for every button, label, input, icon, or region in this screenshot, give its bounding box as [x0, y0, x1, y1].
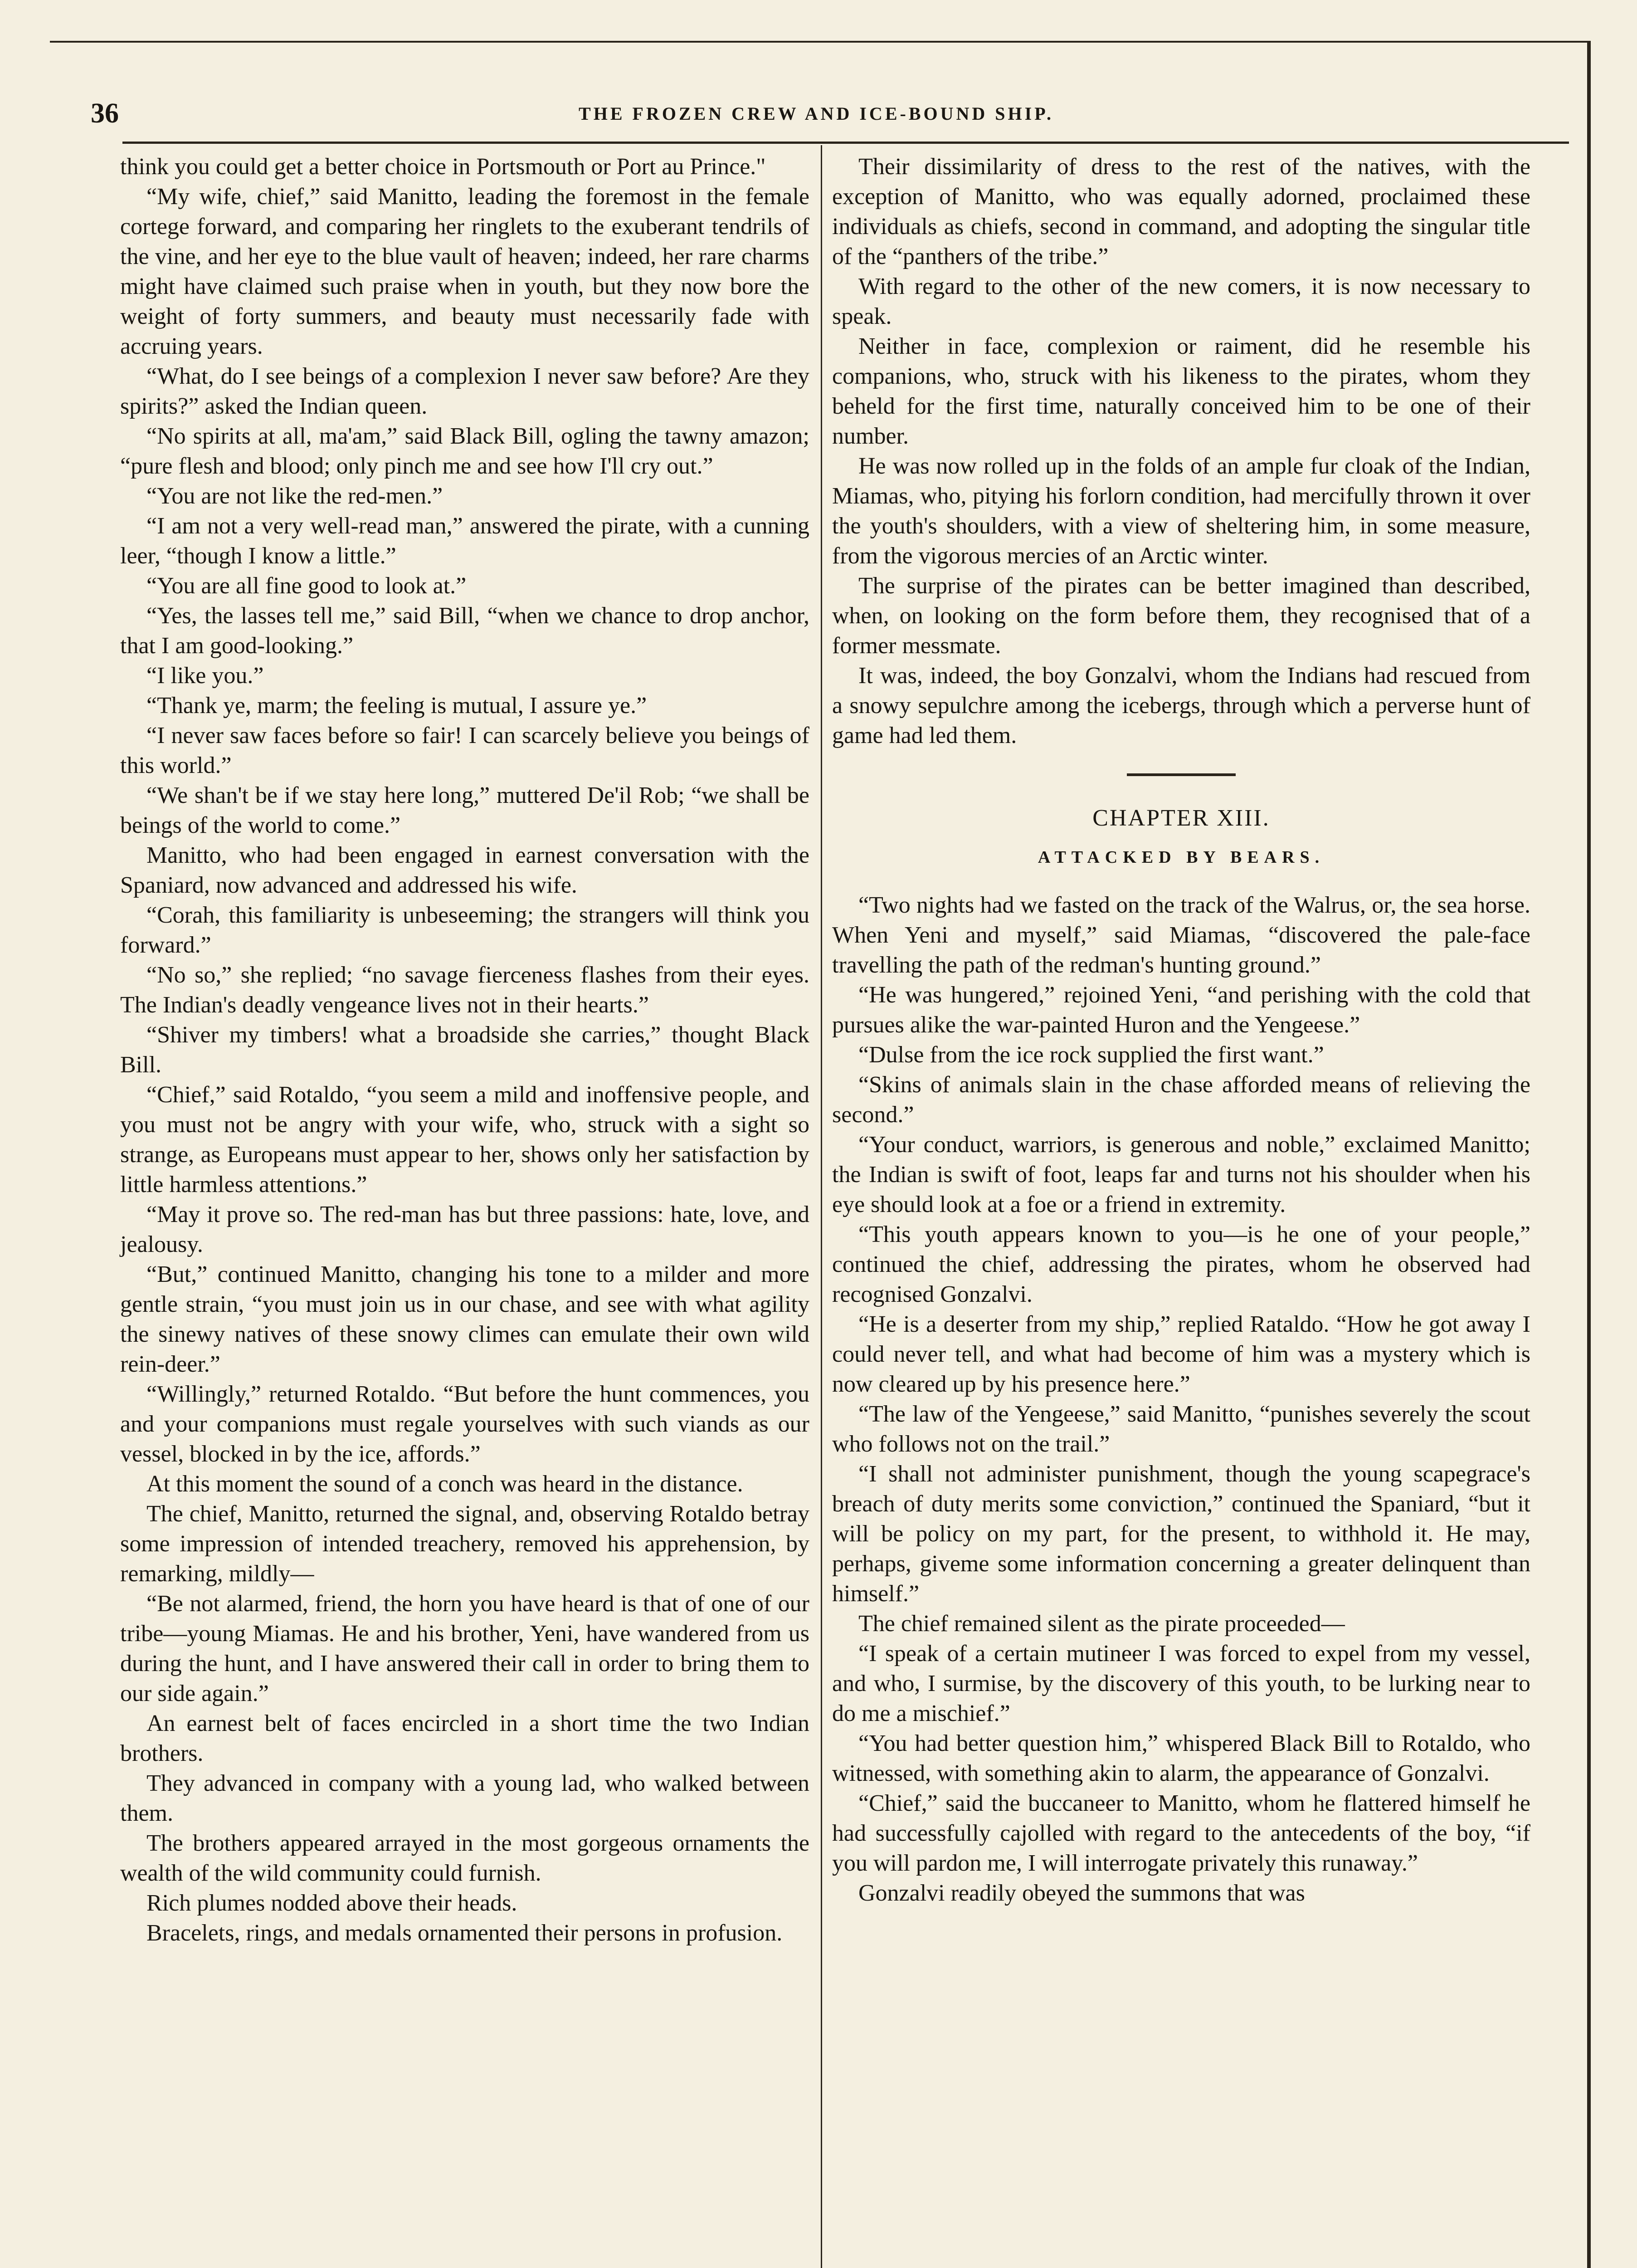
- paragraph: “Yes, the lasses tell me,” said Bill, “when we chance to drop anchor, that I am good-looking.”: [120, 603, 809, 659]
- paragraph: “The law of the Yengeese,” said Manitto, “punishes severely the scout who follows not on the trail.”: [832, 1401, 1530, 1457]
- paragraph: “I never saw faces before so fair! I can scarcely believe you beings of this world.”: [120, 723, 809, 778]
- chapter-subtitle: ATTACKED BY BEARS.: [1038, 848, 1325, 867]
- paragraph: Manitto, who had been engaged in earnest conversation with the Spaniard, now advanced and addressed his wife.: [120, 842, 809, 898]
- paragraph: “But,” continued Manitto, changing his tone to a milder and more gentle strain, “you must join us in our chase, and see with what agility the sinewy natives of these snowy climes can emulate their own wild rein-deer.”: [120, 1261, 809, 1377]
- paragraph: “No so,” she replied; “no savage fierceness flashes from their eyes. The Indian's deadly vengeance lives not in their hearts.”: [120, 962, 809, 1018]
- paragraph: “He was hungered,” rejoined Yeni, “and perishing with the cold that pursues alike the war-painted Huron and the Yengeese.”: [832, 982, 1530, 1038]
- paragraph: With regard to the other of the new comers, it is now necessary to speak.: [832, 274, 1530, 329]
- paragraph: “Shiver my timbers! what a broadside she carries,” thought Black Bill.: [120, 1022, 809, 1078]
- paragraph: The brothers appeared arrayed in the most gorgeous ornaments the wealth of the wild community could furnish.: [120, 1830, 809, 1886]
- chapter-heading: CHAPTER XIII.: [1092, 805, 1270, 831]
- paragraph: “I speak of a certain mutineer I was forced to expel from my vessel, and who, I surmise, by the discovery of this youth, to be lurking near to do me a mischief.”: [832, 1641, 1530, 1726]
- page-number: 36: [91, 98, 119, 129]
- column-divider: [821, 145, 822, 2268]
- paragraph: It was, indeed, the boy Gonzalvi, whom the Indians had rescued from a snowy sepulchre among the icebergs, through which a perverse hunt of game had led them.: [832, 663, 1530, 748]
- paragraph: “You are all fine good to look at.”: [146, 573, 467, 599]
- right-column: [832, 152, 1530, 1908]
- paragraph: “You had better question him,” whispered Black Bill to Rotaldo, who witnessed, with something akin to alarm, the appearance of Gonzalvi.: [832, 1730, 1530, 1786]
- paragraph: Neither in face, complexion or raiment, did he resemble his companions, who, struck with his likeness to the pirates, whom they beheld for the first time, naturally conceived him to be one of their number.: [832, 333, 1530, 449]
- section-break-rule: [1127, 773, 1236, 776]
- paragraph: Gonzalvi readily obeyed the summons that was: [858, 1880, 1305, 1906]
- paragraph: “He is a deserter from my ship,” replied Rataldo. “How he got away I could never tell, and what had become of him was a mystery which is now cleared up by his presence here.”: [832, 1311, 1530, 1397]
- paragraph: “I shall not administer punishment, though the young scapegrace's breach of duty merits some conviction,” continued the Spaniard, “but it will be policy on my part, for the present, to withhold it. He may, perhaps, giveme some information concerning a greater delinquent than himself.”: [832, 1461, 1530, 1607]
- paragraph: “Chief,” said Rotaldo, “you seem a mild and inoffensive people, and you must not be angry with your wife, who, struck with a sight so strange, as Europeans must appear to her, shows only her satisfaction by little harmless attentions.”: [120, 1082, 809, 1198]
- header-rule: [122, 142, 1569, 144]
- paragraph: “What, do I see beings of a complexion I never saw before? Are they spirits?” asked the Indian queen.: [120, 363, 809, 419]
- paragraph: “I am not a very well-read man,” answered the pirate, with a cunning leer, “though I know a little.”: [120, 513, 809, 569]
- paragraph: “No spirits at all, ma'am,” said Black Bill, ogling the tawny amazon; “pure flesh and blood; only pinch me and see how I'll cry out.”: [120, 423, 809, 479]
- paragraph: “Be not alarmed, friend, the horn you have heard is that of one of our tribe—young Miamas. He and his brother, Yeni, have wandered from us during the hunt, and I have answered their call in order to bring them to our side again.”: [120, 1591, 809, 1706]
- paragraph: The chief remained silent as the pirate proceeded—: [858, 1611, 1345, 1637]
- paragraph: “I like you.”: [146, 663, 264, 689]
- paragraph: “Dulse from the ice rock supplied the first want.”: [858, 1042, 1324, 1068]
- paragraph: At this moment the sound of a conch was heard in the distance.: [146, 1471, 743, 1497]
- paragraph: “Two nights had we fasted on the track of the Walrus, or, the sea horse. When Yeni and myself,” said Miamas, “discovered the pale-face travelling the path of the redman's hunting ground.”: [832, 892, 1530, 978]
- paragraph: “Thank ye, marm; the feeling is mutual, I assure ye.”: [146, 693, 647, 719]
- paragraph: “My wife, chief,” said Manitto, leading the foremost in the female cortege forward, and comparing her ringlets to the exuberant tendrils of the vine, and her eye to the blue vault of heaven; indeed, her rare charms might have claimed such praise when in youth, but they now bore the weight of forty summers, and beauty must necessarily fade with accruing years.: [120, 184, 809, 359]
- paragraph: Bracelets, rings, and medals ornamented their persons in profusion.: [146, 1920, 783, 1946]
- left-column: [120, 152, 809, 1948]
- paragraph: The surprise of the pirates can be better imagined than described, when, on looking on the form before them, they recognised that of a former messmate.: [832, 573, 1530, 659]
- paragraph: “Willingly,” returned Rotaldo. “But before the hunt commences, you and your companions must regale yourselves with such viands as our vessel, blocked in by the ice, affords.”: [120, 1381, 809, 1467]
- paragraph: “Chief,” said the buccaneer to Manitto, whom he flattered himself he had successfully cajolled with regard to the antecedents of the boy, “if you will pardon me, I will interrogate privately this runaway.”: [832, 1790, 1530, 1876]
- paragraph: “May it prove so. The red-man has but three passions: hate, love, and jealousy.: [120, 1202, 809, 1257]
- paragraph: Their dissimilarity of dress to the rest of the natives, with the exception of Manitto, who was equally adorned, proclaimed these individuals as chiefs, second in command, and adopting the singular title of the “panthers of the tribe.”: [832, 154, 1530, 269]
- paragraph: Rich plumes nodded above their heads.: [146, 1890, 517, 1916]
- paragraph: The chief, Manitto, returned the signal, and, observing Rotaldo betray some impression of intended treachery, removed his apprehension, by remarking, mildly—: [120, 1501, 809, 1587]
- paragraph: An earnest belt of faces encircled in a short time the two Indian brothers.: [120, 1711, 809, 1766]
- paragraph: “You are not like the red-men.”: [146, 483, 443, 509]
- paragraph: “This youth appears known to you—is he one of your people,” continued the chief, addressing the pirates, whom he observed had recognised Gonzalvi.: [832, 1222, 1530, 1307]
- paragraph: They advanced in company with a young lad, who walked between them.: [120, 1770, 809, 1826]
- paragraph: He was now rolled up in the folds of an ample fur cloak of the Indian, Miamas, who, pitying his forlorn condition, had mercifully thrown it over the youth's shoulders, with a view of sheltering him, in some measure, from the vigorous mercies of an Arctic winter.: [832, 453, 1530, 569]
- paragraph: “We shan't be if we stay here long,” muttered De'il Rob; “we shall be beings of the world to come.”: [120, 782, 809, 838]
- paragraph: “Your conduct, warriors, is generous and noble,” exclaimed Manitto; the Indian is swift of foot, leaps far and turns not his shoulder when his eye should look at a foe or a friend in extremity.: [832, 1132, 1530, 1217]
- running-title: THE FROZEN CREW AND ICE-BOUND SHIP.: [579, 103, 1054, 124]
- paragraph: “Corah, this familiarity is unbeseeming; the strangers will think you forward.”: [120, 902, 809, 958]
- paragraph: “Skins of animals slain in the chase afforded means of relieving the second.”: [832, 1072, 1530, 1128]
- paragraph: think you could get a better choice in Portsmouth or Port au Prince.": [120, 154, 766, 180]
- page-header: [91, 98, 1542, 138]
